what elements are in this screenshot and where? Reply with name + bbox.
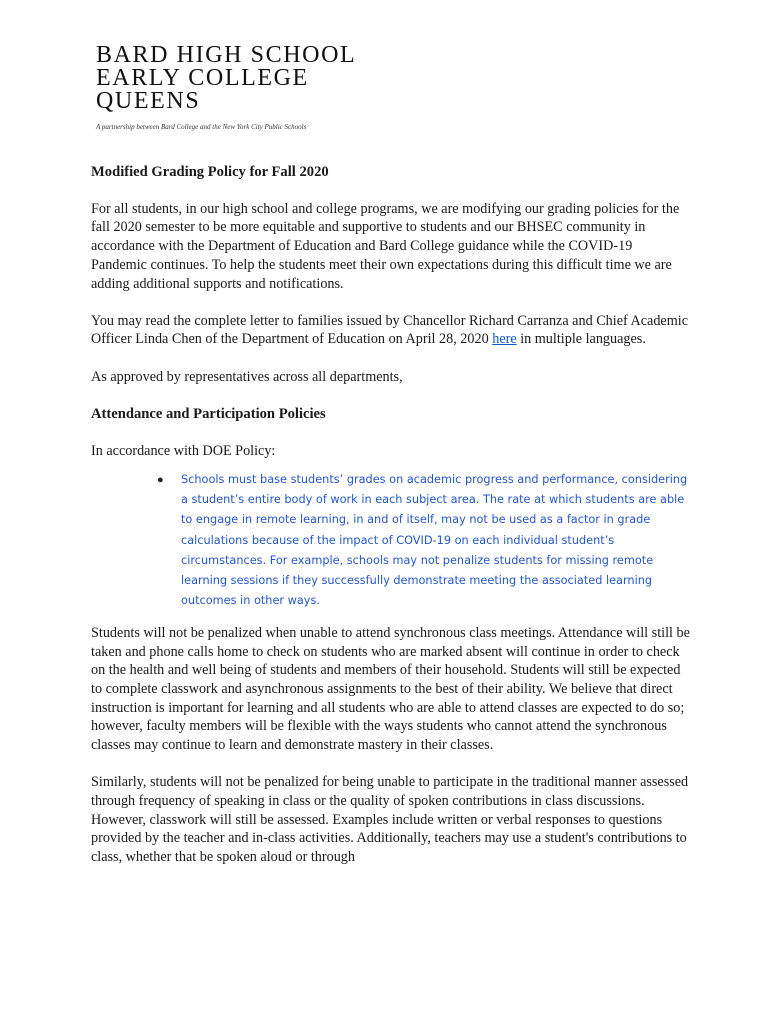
logo-line-1: BARD HIGH SCHOOL	[96, 42, 357, 68]
approval-paragraph: As approved by representatives across all departments,	[91, 368, 403, 385]
letter-text-before: You may read the complete letter to families issued by Chancellor Richard Carranza and Chief Academic Officer Linda Chen of the Department of Education on April 28, 2020	[91, 312, 688, 348]
doe-policy-text: Schools must base students’ grades on academic progress and performance, considering a student’s entire body of work in each subject area. The rate at which students are able to engage in remote learning, in and of itself, may not be used as a factor in grade calculations because of the impact of COVID-19 on each individual student’s circumstances. For example, schools may not penalize students for missing remote learning sessions if they successfully demonstrate meeting the associated learning outcomes in other ways.	[181, 473, 688, 607]
doe-intro-paragraph: In accordance with DOE Policy:	[91, 442, 276, 459]
attendance-paragraph: Students will not be penalized when unable to attend synchronous class meetings. Attendance will still be taken and phone calls home to check on students who are marked absent will continue in order to check on the health and well being of students and members of their household. Students will still be expected to complete classwork and asynchronous assignments to the best of their ability. We believe that direct instruction is important for learning and all students who are able to attend classes are expected to do so; however, faculty members will be flexible with the ways students who cannot attend the synchronous classes may continue to learn and demonstrate mastery in their classes.	[91, 624, 690, 754]
section-heading: Attendance and Participation Policies	[91, 405, 326, 422]
letter-text-after: in multiple languages.	[516, 331, 646, 348]
logo-line-3: QUEENS	[96, 88, 201, 114]
logo-line-2: EARLY COLLEGE	[96, 65, 309, 91]
school-logo	[96, 44, 356, 131]
here-link[interactable]: here	[492, 331, 517, 348]
document-title: Modified Grading Policy for Fall 2020	[91, 164, 329, 180]
letter-paragraph	[91, 312, 691, 349]
document-body	[91, 163, 691, 885]
intro-paragraph: For all students, in our high school and college programs, we are modifying our grading policies for the fall 2020 semester to be more equitable and supportive to students and our BHSEC community in accordance with the Department of Education and Bard College guidance while the COVID-19 Pandemic continues. To help the students meet their own expectations during this difficult time we are adding additional supports and notifications.	[91, 200, 680, 292]
bullet-dot-icon: ●	[157, 474, 164, 487]
doe-policy-bullet	[157, 470, 691, 611]
logo-tagline: A partnership between Bard College and the New York City Public Schools	[96, 123, 307, 131]
participation-paragraph: Similarly, students will not be penalized for being unable to participate in the traditional manner assessed through frequency of speaking in class or the quality of spoken contributions in class discussions. However, classwork will still be assessed. Examples include written or verbal responses to questions provided by the teacher and in-class activities. Additionally, teachers may use a student's contributions to class, whether that be spoken aloud or through	[91, 774, 689, 866]
